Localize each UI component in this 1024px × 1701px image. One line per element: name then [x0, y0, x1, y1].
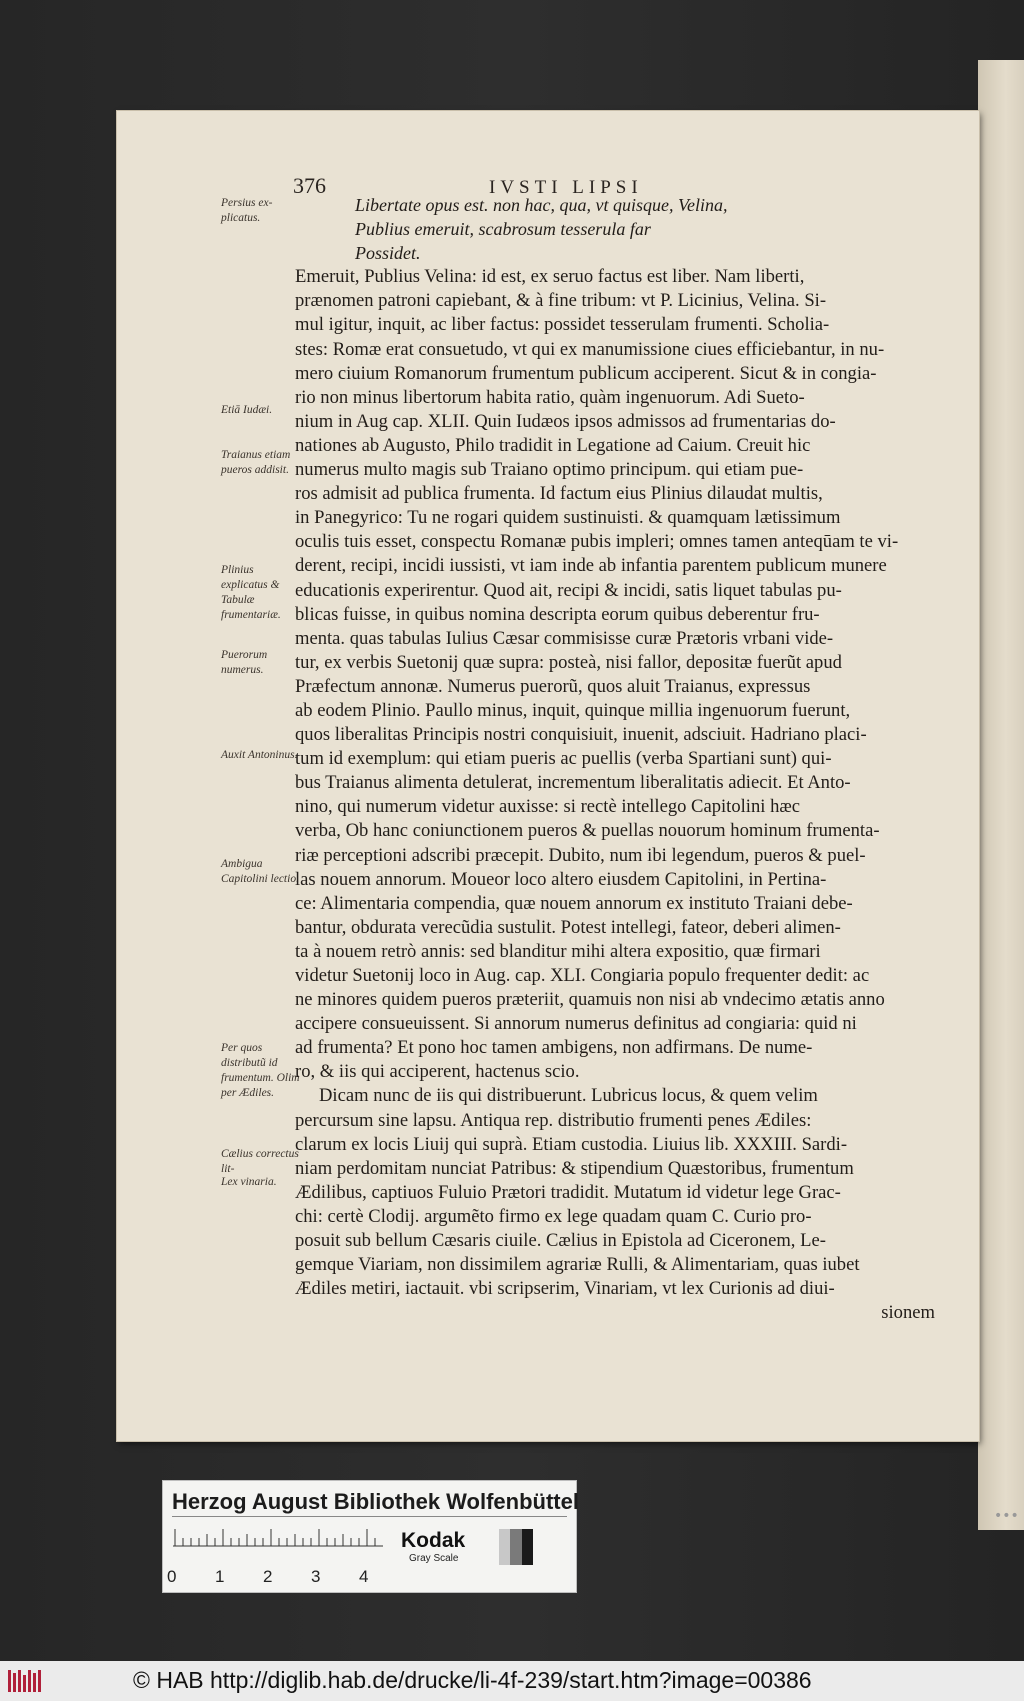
gray-scale-label: Gray Scale: [409, 1553, 459, 1564]
text-line: prænomen patroni capiebant, & à fine tribum: vt P. Licinius, Velina. Si-: [295, 290, 827, 312]
text-line: bantur, obdurata verecũdia sustulit. Potest intellegi, fateor, deberi alimen-: [295, 916, 841, 938]
text-line: stes: Romæ erat consuetudo, vt qui ex manumissione ciues efficiebantur, in nu-: [295, 338, 885, 360]
text-line: ce: Alimentaria compendia, quæ nouem annorum ex instituto Traiani debe-: [295, 892, 853, 914]
margin-note: Cælius correctus lit-: [221, 1148, 299, 1175]
text-line: tur, ex verbis Suetonij quæ supra: posteà, nisi fallor, depositæ fuerũt apud: [295, 651, 842, 673]
text-line: menta. quas tabulas Iulius Cæsar commisisse curæ Prætoris vrbani vide-: [295, 627, 834, 649]
library-name: Herzog August Bibliothek Wolfenbüttel: [172, 1489, 579, 1514]
text-line: Præfectum annonæ. Numerus puerorũ, quos aluit Traianus, expressus: [295, 675, 811, 697]
text-line: riæ perceptioni adscribi præcepit. Dubito, num ibi legendum, pueros & puel-: [295, 844, 866, 866]
text-line: chi: certè Clodij. argumẽto firmo ex lege quadam quam C. Curio pro-: [295, 1205, 812, 1227]
card-divider: [172, 1516, 567, 1517]
text-line: Dicam nunc de iis qui distribuerunt. Lubricus locus, & quem velim: [319, 1085, 818, 1107]
text-line: mero ciuium Romanorum frumentum publicum acciperent. Sicut & in congia-: [295, 362, 877, 384]
page-edge-marks: •••: [994, 1508, 1019, 1524]
text-line: numerus multo magis sub Traiano optimo principum. qui etiam pue-: [295, 459, 804, 481]
text-line: nationes ab Augusto, Philo tradidit in Legatione ad Caium. Creuit hic: [295, 434, 811, 456]
gray-patch: [522, 1529, 533, 1565]
text-line: blicas fuisse, in quibus nomina descripta eorum quibus deberentur fru-: [295, 603, 820, 625]
text-line: ta à nouem retrò annis: sed blanditur mihi altera expositio, quæ firmari: [295, 940, 821, 962]
text-line: percursum sine lapsu. Antiqua rep. distributio frumenti penes Ædiles:: [295, 1109, 812, 1131]
text-line: rio non minus libertorum habita ratio, quàm ingenuorum. Adi Sueto-: [295, 386, 805, 408]
book-page: [117, 111, 979, 1441]
text-line: in Panegyrico: Tu ne rogari quidem sustinuisti. & quamquam lætissimum: [295, 507, 841, 529]
text-line: las nouem annorum. Moueor loco altero eiusdem Capitolini, in Pertina-: [295, 868, 827, 890]
copyright-url: © HAB http://diglib.hab.de/drucke/li-4f-239/start.htm?image=00386: [133, 1667, 812, 1693]
text-line: Emeruit, Publius Velina: id est, ex seruo factus est liber. Nam liberti,: [295, 266, 805, 288]
running-head: IVSTI LIPSI: [489, 177, 643, 198]
text-line: ro, & iis qui acciperent, hactenus scio.: [295, 1061, 580, 1083]
text-line: verba, Ob hanc coniunctionem pueros & puellas nouorum hominum frumenta-: [295, 820, 880, 842]
text-line: posuit sub bellum Cæsaris ciuile. Cælius in Epistola ad Ciceronem, Le-: [295, 1230, 826, 1252]
text-line: videtur Suetonij loco in Aug. cap. XLI. Congiaria populo frequenter dedit: ac: [295, 965, 870, 986]
facing-page-edge: [978, 60, 1024, 1530]
margin-note: Traianus etiam pueros addisit.: [221, 449, 291, 476]
text-line: Ædilibus, captiuos Fuluio Prætori tradidit. Mutatum id videtur lege Grac-: [295, 1181, 841, 1203]
text-line: mul igitur, inquit, ac liber factus: possidet tesserulam frumenti. Scholia-: [295, 314, 830, 336]
body-text: [295, 193, 935, 1325]
text-line: oculis tuis esset, conspectu Romanæ pubis impleri; omnes tamen anteqūam te vi-: [295, 531, 899, 553]
ruler-number: 2: [263, 1567, 273, 1586]
text-line: Libertate opus est. non hac, qua, vt quisque, Velina,: [355, 195, 728, 215]
library-color-card: [163, 1481, 579, 1592]
gray-patch: [510, 1529, 521, 1565]
text-line: Possidet.: [355, 243, 421, 264]
text-line: nino, qui numerum videtur auxisse: si rectè intellego Capitolini hæc: [295, 796, 801, 818]
text-line: ad frumenta? Et pono hoc tamen ambigens, non adfirmans. De nume-: [295, 1037, 813, 1059]
margin-note: Persius ex-plicatus.: [221, 197, 273, 224]
gray-scale-patches: [499, 1529, 533, 1565]
text-line: ros admisit ad publica frumenta. Id factum eius Plinius dilaudat multis,: [295, 483, 823, 505]
text-line: niam perdomitam nunciat Patribus: & stipendium Quæstoribus, frumentum: [295, 1157, 854, 1179]
margin-note: Puerorum numerus.: [221, 649, 268, 676]
margin-note: Etiā Iudæi.: [221, 404, 273, 416]
ruler-number: 4: [359, 1567, 369, 1586]
page-number: 376: [293, 173, 326, 198]
ruler-numbers: [167, 1567, 397, 1587]
text-line: clarum ex locis Liuij qui suprà. Etiam custodia. Liuius lib. XXXIII. Sardi-: [295, 1133, 848, 1155]
margin-note: Plinius explicatus & Tabulæ frumentariæ.: [221, 564, 281, 621]
margin-note: Per quos distributũ id frumentum. Olim per Ædiles.: [221, 1042, 300, 1099]
text-line: sionem: [881, 1302, 935, 1324]
text-line: educationis experirentur. Quod ait, recipi & incidi, satis liquet tabulas pu-: [295, 579, 842, 601]
hab-logo-icon: [6, 1667, 46, 1695]
text-line: tum id exemplum: qui etiam pueris ac puellis (verba Spartiani sunt) qui-: [295, 748, 832, 770]
text-line: accipere consueuissent. Si annorum numerus definitus ad congiaria: quid ni: [295, 1013, 857, 1035]
gray-patch: [499, 1529, 510, 1565]
kodak-logo: Kodak: [401, 1529, 466, 1552]
text-line: ab eodem Plinio. Paullo minus, inquit, quinque millia ingenuorum fuerunt,: [295, 699, 851, 721]
footer-bar: [0, 1661, 1024, 1701]
ruler-scale: [173, 1529, 383, 1547]
margin-note: Auxit Antoninus.: [221, 749, 298, 761]
text-line: quos liberalitas Principis nostri conquisiuit, inuenit, adsciuit. Hadriano placi-: [295, 724, 867, 746]
ruler-number: 0: [167, 1567, 177, 1586]
text-line: ne minores quidem pueros præteriit, quamuis non nisi ab vndecimo ætatis anno: [295, 989, 885, 1011]
text-line: bus Traianus alimenta detulerat, incrementum liberalitatis adiecit. Et Anto-: [295, 772, 851, 794]
text-line: Publius emeruit, scabrosum tesserula far: [355, 219, 651, 240]
text-line: Ædiles metiri, iactauit. vbi scripserim, Vinariam, vt lex Curionis ad diui-: [295, 1278, 835, 1300]
margin-note: Ambigua Capitolini lectio.: [221, 858, 299, 885]
text-line: nium in Aug cap. XLII. Quin Iudæos ipsos admissos ad frumentarias do-: [295, 410, 836, 432]
ruler-number: 3: [311, 1567, 321, 1586]
margin-note: Lex vinaria.: [221, 1176, 277, 1188]
text-line: derent, recipi, incidi iussisti, vt iam inde ab infantia parentem publicum munere: [295, 555, 887, 577]
ruler-number: 1: [215, 1567, 225, 1586]
text-line: gemque Viariam, non dissimilem agrariæ Rulli, & Alimentariam, quas iubet: [295, 1254, 860, 1276]
